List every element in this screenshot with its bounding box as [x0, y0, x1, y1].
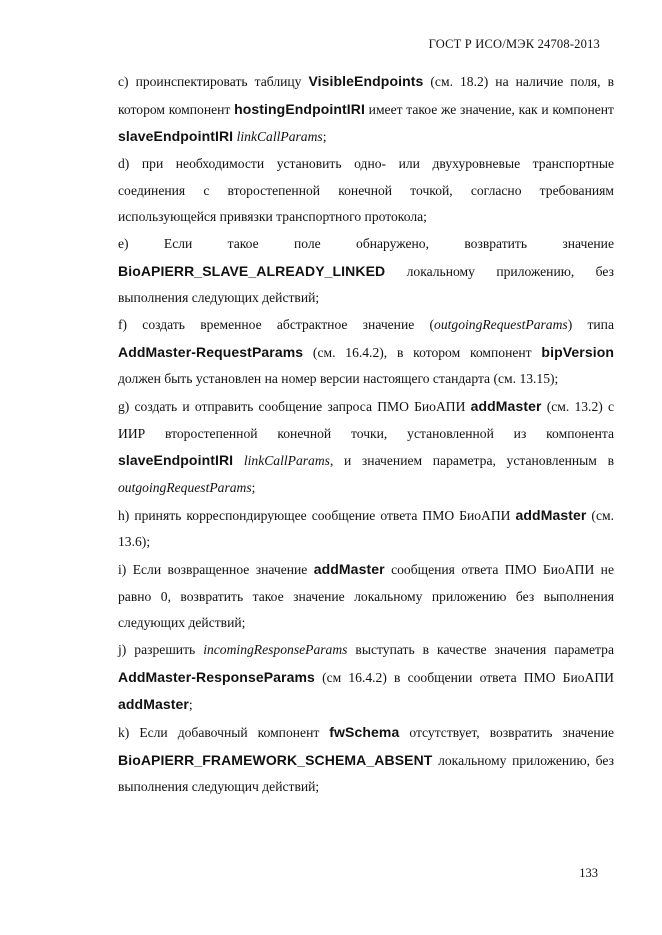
param-outgoing-request-params: outgoingRequestParams	[118, 479, 252, 495]
list-item-h: h) принять корреспондирующее сообщение ответа ПМО БиоАПИ addMaster (см. 13.6);	[118, 506, 614, 549]
list-item-d: d) при необходимости установить одно- или двухуровневые транспортные соединения с второстепенной конечной точкой, согласно требованиям использующейся привязки транспортного протокола;	[118, 156, 614, 224]
list-item-i: i) Если возвращенное значение addMaster сообщения ответа ПМО БиоАПИ не равно 0, возвратить такое значение локальному приложению без выполнения следующих действий;	[118, 561, 614, 630]
page-body	[118, 68, 614, 801]
term-slave-endpoint-iri: slaveEndpointIRI	[118, 128, 234, 144]
item-marker: h)	[118, 507, 130, 523]
term-add-master: addMaster	[118, 696, 189, 712]
param-link-call-params: linkCallParams	[243, 453, 330, 468]
type-addmaster-request-params: AddMaster-RequestParams	[118, 343, 304, 360]
item-marker: f)	[118, 317, 128, 332]
item-marker: d)	[118, 156, 130, 171]
item-marker: c)	[118, 74, 129, 89]
list-item-k: k) Если добавочный компонент fwSchema отсутствует, возвратить значение BioAPIERR_FRAMEWORK_SCHEMA_ABSENT локальному приложению, без выполнения следующич действий;	[118, 724, 615, 794]
list-item-g: g) создать и отправить сообщение запроса ПМО БиоАПИ addMaster (см. 13.2) с ИИР второстепенной конечной точки, установленной из компонента slaveEndpointIRI linkCallParams, и значением параметра, установленным в outgoingRequestParams;	[118, 398, 614, 495]
list-item-e: e) Если такое поле обнаружено, возвратить значение BioAPIERR_SLAVE_ALREADY_LINKED локальному приложению, без выполнения следующих действий;	[118, 236, 614, 305]
param-incoming-response-params: incomingResponseParams	[203, 642, 348, 657]
error-framework-schema-absent: BioAPIERR_FRAMEWORK_SCHEMA_ABSENT	[118, 751, 433, 768]
term-bip-version: bipVersion	[541, 343, 614, 360]
item-marker: j)	[118, 642, 127, 657]
term-add-master: addMaster	[470, 398, 542, 414]
item-marker: k)	[118, 725, 130, 740]
item-marker: e)	[118, 236, 129, 251]
term-visible-endpoints: VisibleEndpoints	[308, 73, 424, 89]
param-outgoing-request-params: outgoingRequestParams	[434, 317, 568, 332]
document-header: ГОСТ Р ИСО/МЭК 24708-2013	[428, 37, 600, 51]
term-add-master: addMaster	[313, 561, 385, 577]
param-link-call-params: linkCallParams	[236, 129, 323, 144]
term-fw-schema: fwSchema	[329, 724, 400, 740]
term-hosting-endpoint-iri: hostingEndpointIRI	[234, 100, 365, 117]
term-slave-endpoint-iri: slaveEndpointIRI	[118, 452, 234, 468]
error-slave-already-linked: BioAPIERR_SLAVE_ALREADY_LINKED	[118, 262, 386, 279]
list-item-j: j) разрешить incomingResponseParams выступать в качестве значения параметра AddMaster-ResponseParams (см 16.4.2) в сообщении ответа ПМО БиоАПИ addMaster;	[118, 642, 614, 712]
item-marker: i)	[118, 562, 127, 577]
item-marker: g)	[118, 399, 130, 414]
list-item-c: c) проинспектировать таблицу VisibleEndpoints (см. 18.2) на наличие поля, в котором компонент hostingEndpointIRI имеет такое же значение, как и компонент slaveEndpointIRI linkCallParams;	[118, 73, 614, 144]
term-add-master: addMaster	[515, 506, 587, 523]
list-item-f: f) создать временное абстрактное значение (outgoingRequestParams) типа AddMaster-RequestParams (см. 16.4.2), в котором компонент bipVersion должен быть установлен на номер версии настоящего стандарта (см. 13.15);	[118, 317, 614, 386]
type-addmaster-response-params: AddMaster-ResponseParams	[118, 668, 315, 685]
page-number: 133	[579, 866, 598, 880]
